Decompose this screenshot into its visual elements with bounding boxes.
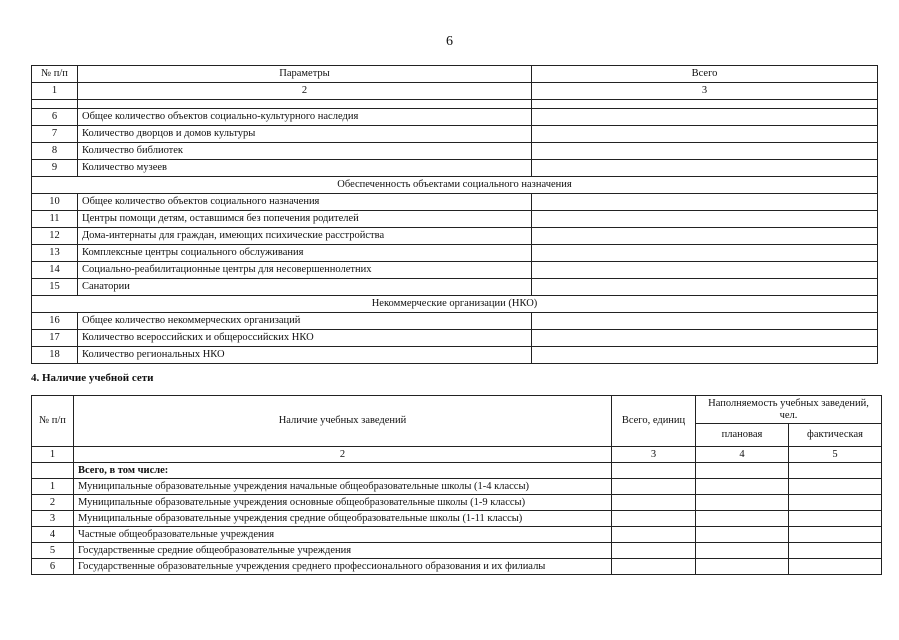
total-value-cell[interactable]	[532, 330, 878, 347]
row-label: Дома-интернаты для граждан, имеющих психические расстройства	[78, 228, 532, 245]
parameters-table	[31, 65, 878, 364]
value-cell[interactable]	[696, 527, 789, 543]
total-value-cell[interactable]	[532, 262, 878, 279]
header-parameters: Параметры	[78, 66, 532, 83]
row-number: 2	[32, 495, 74, 511]
table-row	[32, 479, 882, 495]
header-num: № п/п	[32, 396, 74, 447]
section4-heading: 4. Наличие учебной сети	[31, 372, 154, 384]
table-row	[32, 143, 878, 160]
column-number: 5	[789, 447, 882, 463]
row-number: 7	[32, 126, 78, 143]
table-header-row	[32, 396, 882, 424]
value-cell[interactable]	[612, 559, 696, 575]
column-number: 3	[532, 83, 878, 100]
row-number: 8	[32, 143, 78, 160]
total-value-cell[interactable]	[532, 228, 878, 245]
value-cell[interactable]	[696, 511, 789, 527]
header-num: № п/п	[32, 66, 78, 83]
total-label: Всего, в том числе:	[74, 463, 612, 479]
total-value-cell[interactable]	[532, 211, 878, 228]
row-label: Количество библиотек	[78, 143, 532, 160]
row-label: Центры помощи детям, оставшимся без попечения родителей	[78, 211, 532, 228]
column-number: 2	[74, 447, 612, 463]
row-number: 5	[32, 543, 74, 559]
section-row	[32, 177, 878, 194]
education-network-table	[31, 395, 882, 575]
row-number: 14	[32, 262, 78, 279]
table-row	[32, 245, 878, 262]
value-cell[interactable]	[696, 463, 789, 479]
value-cell[interactable]	[789, 527, 882, 543]
row-label: Количество дворцов и домов культуры	[78, 126, 532, 143]
value-cell[interactable]	[612, 463, 696, 479]
total-value-cell[interactable]	[532, 160, 878, 177]
row-label: Муниципальные образовательные учреждения начальные общеобразовательные школы (1-4 классы)	[74, 479, 612, 495]
value-cell[interactable]	[612, 495, 696, 511]
table-row	[32, 126, 878, 143]
row-number: 9	[32, 160, 78, 177]
row-label: Общее количество объектов социального назначения	[78, 194, 532, 211]
table-row	[32, 211, 878, 228]
row-number: 6	[32, 559, 74, 575]
row-label: Социально-реабилитационные центры для несовершеннолетних	[78, 262, 532, 279]
table-row	[32, 495, 882, 511]
row-number: 3	[32, 511, 74, 527]
row-number: 13	[32, 245, 78, 262]
value-cell[interactable]	[789, 495, 882, 511]
section-row	[32, 296, 878, 313]
row-number: 15	[32, 279, 78, 296]
value-cell[interactable]	[696, 543, 789, 559]
empty-cell	[78, 100, 532, 109]
row-number: 18	[32, 347, 78, 364]
header-actual: фактическая	[789, 424, 882, 447]
total-value-cell[interactable]	[532, 347, 878, 364]
header-total: Всего	[532, 66, 878, 83]
value-cell[interactable]	[696, 479, 789, 495]
value-cell[interactable]	[612, 527, 696, 543]
row-label: Количество всероссийских и общероссийских НКО	[78, 330, 532, 347]
row-label: Муниципальные образовательные учреждения средние общеобразовательные школы (1-11 классы)	[74, 511, 612, 527]
header-institutions: Наличие учебных заведений	[74, 396, 612, 447]
table-row	[32, 228, 878, 245]
row-number: 1	[32, 479, 74, 495]
total-value-cell[interactable]	[532, 109, 878, 126]
table-row	[32, 543, 882, 559]
total-value-cell[interactable]	[532, 194, 878, 211]
row-label: Общее количество объектов социально-культурного наследия	[78, 109, 532, 126]
empty-cell	[32, 100, 78, 109]
row-label: Частные общеобразовательные учреждения	[74, 527, 612, 543]
row-label: Санатории	[78, 279, 532, 296]
total-value-cell[interactable]	[532, 143, 878, 160]
row-label: Общее количество некоммерческих организаций	[78, 313, 532, 330]
table-row	[32, 511, 882, 527]
table-row	[32, 262, 878, 279]
value-cell[interactable]	[612, 511, 696, 527]
total-value-cell[interactable]	[532, 279, 878, 296]
table-row	[32, 313, 878, 330]
table-row	[32, 160, 878, 177]
total-value-cell[interactable]	[532, 126, 878, 143]
table-row	[32, 527, 882, 543]
value-cell[interactable]	[789, 463, 882, 479]
row-label: Государственные образовательные учреждения среднего профессионального образования и их филиалы	[74, 559, 612, 575]
empty-cell	[532, 100, 878, 109]
section-nko-title: Некоммерческие организации (НКО)	[32, 296, 878, 313]
row-label: Муниципальные образовательные учреждения основные общеобразовательные школы (1-9 классы)	[74, 495, 612, 511]
empty-cell	[32, 463, 74, 479]
row-number: 11	[32, 211, 78, 228]
column-number: 1	[32, 447, 74, 463]
column-number: 1	[32, 83, 78, 100]
header-total-units: Всего, единиц	[612, 396, 696, 447]
value-cell[interactable]	[696, 559, 789, 575]
column-number: 3	[612, 447, 696, 463]
row-label: Количество региональных НКО	[78, 347, 532, 364]
section-social-title: Обеспеченность объектами социального назначения	[32, 177, 878, 194]
total-value-cell[interactable]	[532, 313, 878, 330]
table-row	[32, 347, 878, 364]
column-number: 4	[696, 447, 789, 463]
table-row	[32, 330, 878, 347]
row-label: Государственные средние общеобразовательные учреждения	[74, 543, 612, 559]
row-label: Комплексные центры социального обслуживания	[78, 245, 532, 262]
column-numbers-row	[32, 447, 882, 463]
table-row	[32, 279, 878, 296]
value-cell[interactable]	[612, 543, 696, 559]
column-numbers-row	[32, 83, 878, 100]
row-number: 12	[32, 228, 78, 245]
row-number: 17	[32, 330, 78, 347]
total-row	[32, 463, 882, 479]
value-cell[interactable]	[612, 479, 696, 495]
value-cell[interactable]	[789, 511, 882, 527]
row-label: Количество музеев	[78, 160, 532, 177]
empty-row	[32, 100, 878, 109]
header-occupancy: Наполняемость учебных заведений, чел.	[696, 396, 882, 424]
table-header-row	[32, 66, 878, 83]
value-cell[interactable]	[789, 479, 882, 495]
row-number: 4	[32, 527, 74, 543]
value-cell[interactable]	[789, 559, 882, 575]
column-number: 2	[78, 83, 532, 100]
total-value-cell[interactable]	[532, 245, 878, 262]
table-row	[32, 109, 878, 126]
table-row	[32, 194, 878, 211]
row-number: 10	[32, 194, 78, 211]
row-number: 6	[32, 109, 78, 126]
value-cell[interactable]	[789, 543, 882, 559]
page-number: 6	[446, 34, 453, 49]
row-number: 16	[32, 313, 78, 330]
value-cell[interactable]	[696, 495, 789, 511]
header-planned: плановая	[696, 424, 789, 447]
table-row	[32, 559, 882, 575]
